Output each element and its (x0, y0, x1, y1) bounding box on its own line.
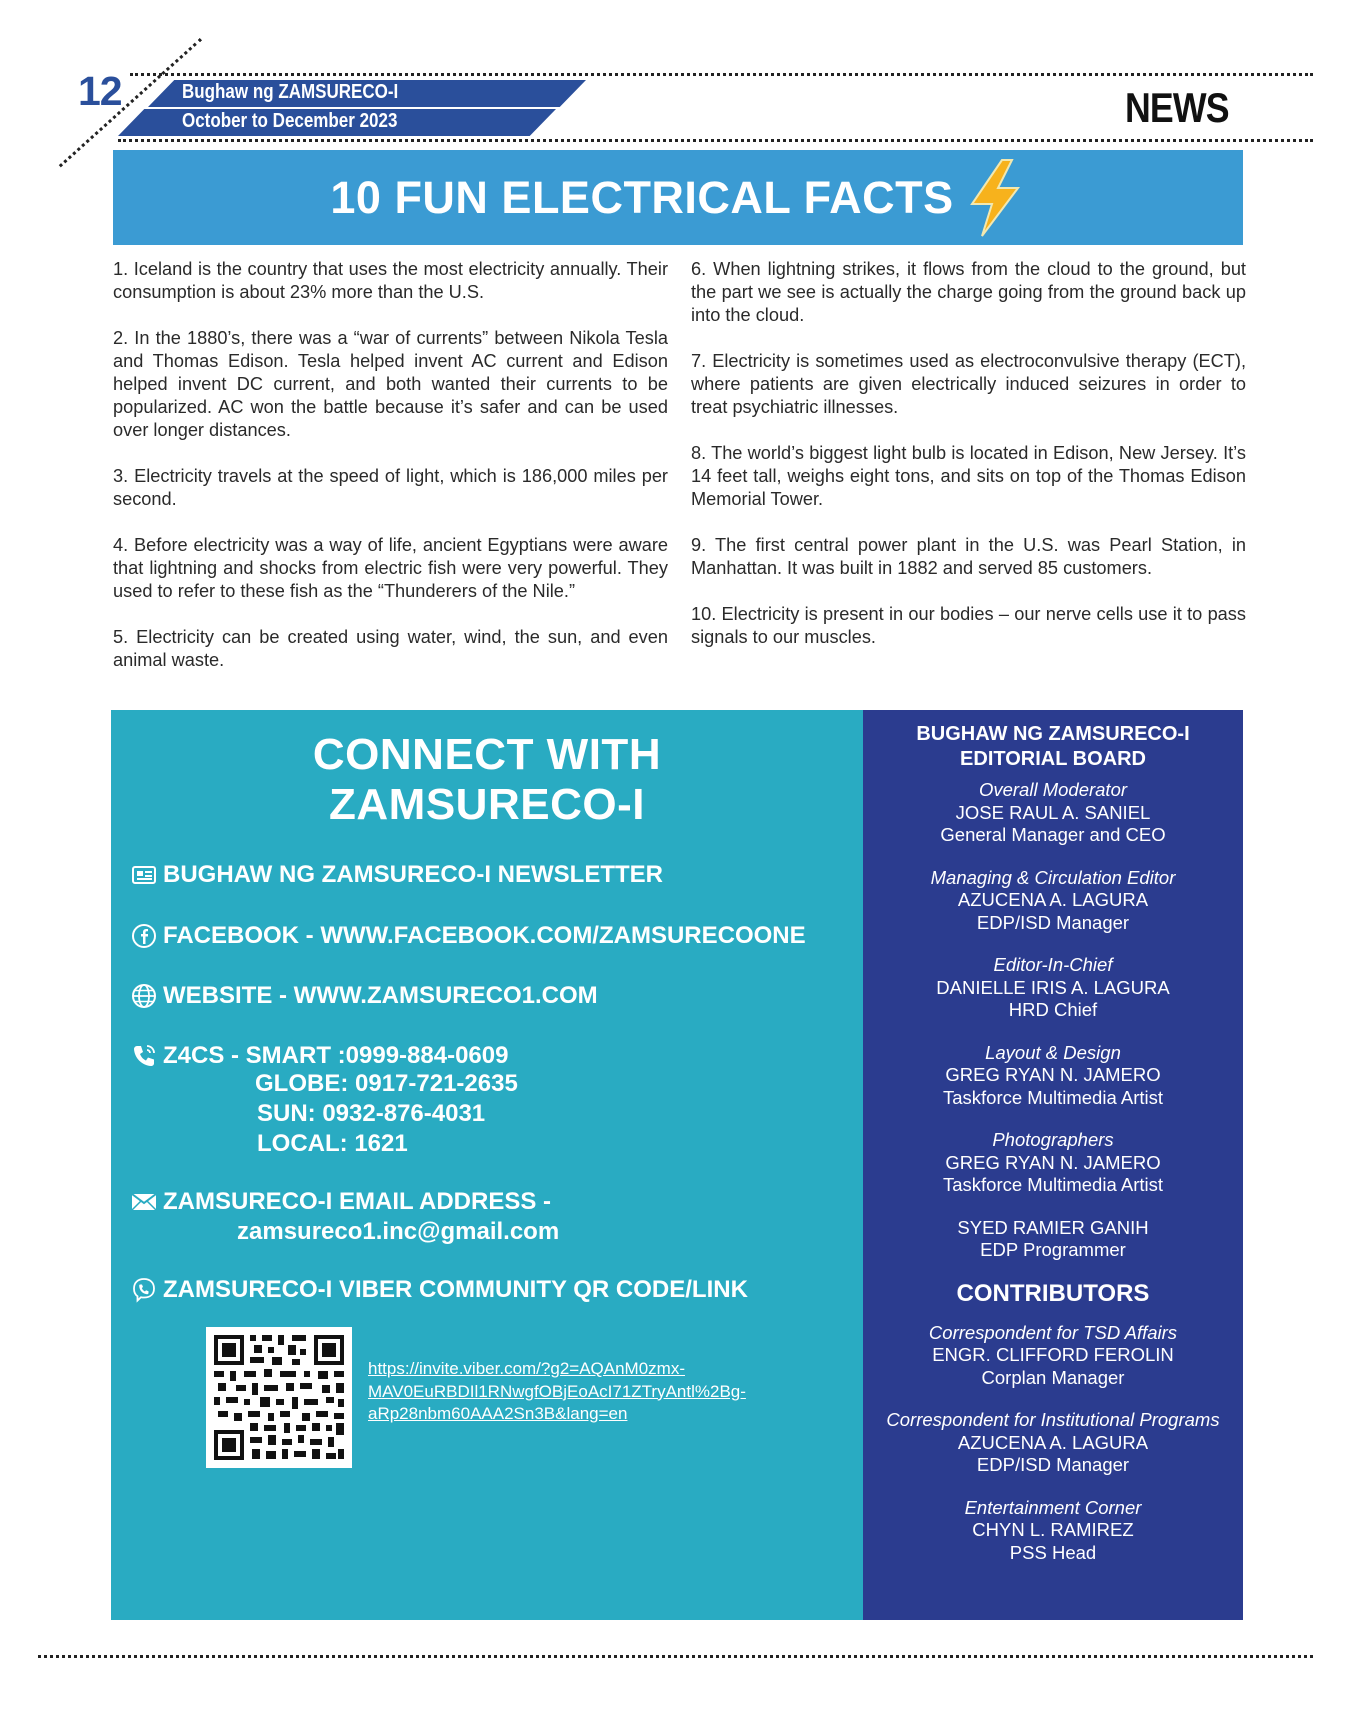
newsletter-row (131, 861, 663, 889)
fact-item: 3. Electricity travels at the speed of light, which is 186,000 miles per second. (113, 466, 668, 509)
page-number: 12 (78, 68, 122, 114)
lightning-bolt-icon (964, 158, 1026, 238)
phone-globe: GLOBE: 0917-721-2635 (255, 1070, 518, 1097)
connect-panel (111, 710, 863, 1620)
member-position: General Manager and CEO (940, 824, 1166, 845)
newsletter-label: BUGHAW NG ZAMSURECO-I NEWSLETTER (163, 861, 663, 888)
board-member (863, 867, 1243, 935)
facebook-icon (131, 923, 157, 949)
publication-name: Bughaw ng ZAMSURECO-I (182, 81, 399, 103)
contributor-name: ENGR. CLIFFORD FEROLIN (932, 1344, 1174, 1365)
contributor (863, 1497, 1243, 1565)
phone-icon (131, 1043, 157, 1069)
newspaper-icon (131, 862, 157, 888)
fact-item: 2. In the 1880’s, there was a “war of currents” between Nikola Tesla and Thomas Edison. Tesla helped invent AC current and Edison helped invent DC current, and both wanted their currents to be popularized. AC won the battle because it’s safer and can be used over longer distances. (113, 328, 668, 440)
member-name: AZUCENA A. LAGURA (957, 889, 1149, 910)
fact-item: 7. Electricity is sometimes used as electroconvulsive therapy (ECT), where patients are given electrically induced seizures in order to treat psychiatric illnesses. (691, 351, 1246, 417)
contributor (863, 1322, 1243, 1390)
member-role: Editor-In-Chief (993, 954, 1113, 975)
contributor-role: Correspondent for TSD Affairs (928, 1321, 1178, 1343)
board-member (863, 1042, 1243, 1110)
header-dotted-line-bottom (118, 139, 1313, 142)
contributor (863, 1409, 1243, 1477)
board-member (863, 954, 1243, 1022)
contributor-role: Correspondent for Institutional Programs (886, 1409, 1220, 1430)
viber-invite-link[interactable]: https://invite.viber.com/?g2=AQAnM0zmx-MAV0EuRBDIl1RNwgfOBjEoAcI71ZTryAntl%2Bg-aRp28nbm60AAA2Sn3B&lang=en (368, 1359, 746, 1423)
member-name: JOSE RAUL A. SANIEL (955, 801, 1151, 823)
envelope-icon (131, 1189, 157, 1215)
viber-label: ZAMSURECO-I VIBER COMMUNITY QR CODE/LINK (163, 1276, 748, 1303)
editorial-board-panel (863, 710, 1243, 1620)
member-role: Managing & Circulation Editor (930, 866, 1176, 888)
viber-qr-code[interactable] (206, 1327, 352, 1468)
phone-sun: SUN: 0932-876-4031 (257, 1100, 486, 1127)
issue-date: October to December 2023 (182, 110, 398, 132)
viber-row (131, 1276, 748, 1304)
phone-smart: Z4CS - SMART :0999-884-0609 (163, 1042, 509, 1069)
contributor-role: Entertainment Corner (964, 1496, 1142, 1518)
fact-item: 6. When lightning strikes, it flows from the cloud to the ground, but the part we see is actually the charge going from the ground back up into the cloud. (691, 259, 1246, 325)
fact-item: 10. Electricity is present in our bodies – our nerve cells use it to pass signals to our muscles. (691, 604, 1246, 647)
member-position: HRD Chief (1008, 999, 1098, 1020)
email-label: ZAMSURECO-I EMAIL ADDRESS - (163, 1188, 552, 1215)
board-member (863, 1217, 1243, 1262)
member-role: Photographers (992, 1129, 1114, 1150)
fact-item: 4. Before electricity was a way of life, ancient Egyptians were aware that lightning and shocks from electric fish were very powerful. They used to refer to these fish as the “Thunderers of the Nile.” (113, 535, 668, 601)
banner-title: 10 FUN ELECTRICAL FACTS (330, 171, 954, 223)
facts-left-column (113, 258, 668, 695)
member-position: Taskforce Multimedia Artist (942, 1086, 1163, 1108)
member-role: Overall Moderator (978, 779, 1128, 800)
board-member (863, 779, 1243, 847)
contributor-name: AZUCENA A. LAGURA (957, 1431, 1149, 1453)
section-label: NEWS (1125, 84, 1229, 131)
fact-item: 1. Iceland is the country that uses the most electricity annually. Their consumption is about 23% more than the U.S. (113, 259, 668, 302)
member-position: Taskforce Multimedia Artist (942, 1174, 1163, 1195)
facts-right-column (691, 258, 1246, 672)
member-position: EDP/ISD Manager (976, 911, 1130, 933)
contributors-title: CONTRIBUTORS (956, 1279, 1150, 1307)
member-position: EDP Programmer (980, 1239, 1126, 1260)
facts-banner (113, 150, 1243, 245)
email-row (131, 1188, 551, 1216)
member-name: SYED RAMIER GANIH (957, 1216, 1149, 1238)
fact-item: 5. Electricity can be created using water, wind, the sun, and even animal waste. (113, 627, 668, 670)
website-link[interactable]: WEBSITE - WWW.ZAMSURECO1.COM (163, 982, 598, 1009)
facebook-link[interactable]: FACEBOOK - WWW.FACEBOOK.COM/ZAMSURECOONE (163, 922, 806, 949)
phone-local: LOCAL: 1621 (257, 1130, 408, 1157)
connect-title: CONNECT WITH ZAMSURECO-I (312, 730, 662, 829)
member-name: GREG RYAN N. JAMERO (945, 1064, 1161, 1085)
globe-icon (131, 983, 157, 1009)
contributor-position: EDP/ISD Manager (976, 1454, 1130, 1475)
fact-item: 9. The first central power plant in the U.S. was Pearl Station, in Manhattan. It was built in 1882 and served 85 customers. (691, 535, 1246, 578)
facebook-row[interactable] (131, 922, 806, 950)
board-member (863, 1129, 1243, 1197)
header-dotted-line-top (130, 73, 1313, 76)
member-name: GREG RYAN N. JAMERO (945, 1151, 1161, 1173)
fact-item: 8. The world’s biggest light bulb is located in Edison, New Jersey. It’s 14 feet tall, weighs eight tons, and sits on top of the Thomas Edison Memorial Tower. (691, 443, 1246, 509)
member-name: DANIELLE IRIS A. LAGURA (936, 976, 1170, 998)
viber-icon (131, 1277, 157, 1303)
footer-dotted-line (38, 1655, 1313, 1658)
email-address[interactable]: zamsureco1.inc@gmail.com (237, 1218, 560, 1245)
board-title: BUGHAW NG ZAMSURECO-I EDITORIAL BOARD (916, 723, 1190, 770)
phone-row (131, 1042, 508, 1070)
contributor-position: Corplan Manager (981, 1366, 1125, 1388)
contributor-position: PSS Head (1009, 1541, 1097, 1563)
website-row[interactable] (131, 982, 598, 1010)
member-role: Layout & Design (985, 1041, 1121, 1063)
contributor-name: CHYN L. RAMIREZ (972, 1519, 1134, 1540)
